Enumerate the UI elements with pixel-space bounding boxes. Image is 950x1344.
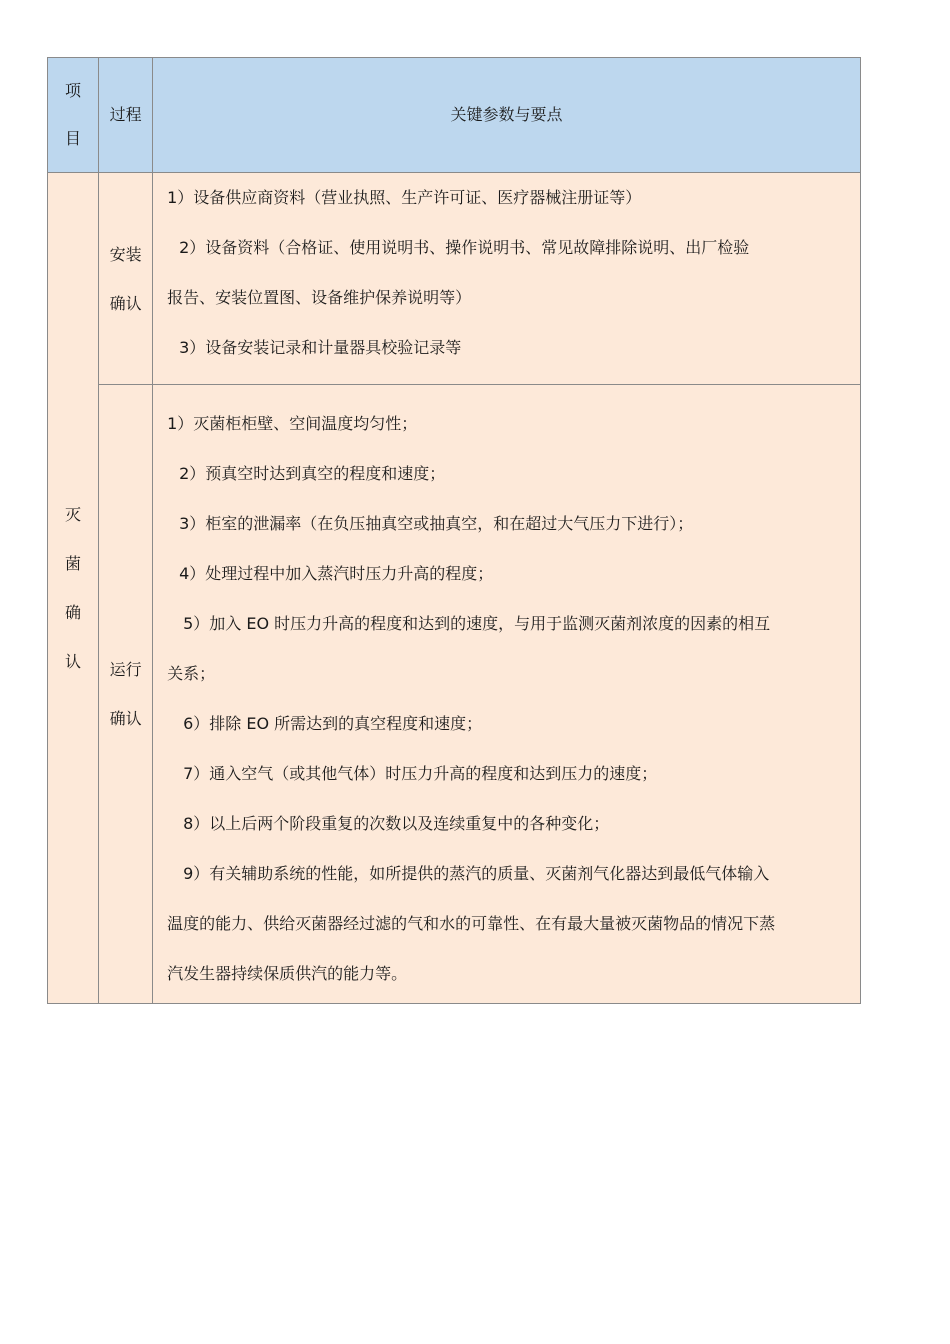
operation-line-1: 1）灭菌柜柜壁、空间温度均匀性； [167, 414, 418, 433]
operation-line-3: 3）柜室的泄漏率（在负压抽真空或抽真空，和在超过大气压力下进行）； [179, 514, 694, 533]
header-params-label: 关键参数与要点 [450, 105, 563, 124]
process-cell-install [99, 173, 153, 385]
process-cell-operation [99, 385, 153, 1004]
process-operation-line-2: 确认 [109, 709, 142, 728]
header-item-cell [48, 58, 99, 173]
operation-line-4: 4）处理过程中加入蒸汽时压力升高的程度； [179, 564, 494, 583]
install-line-1: 1）设备供应商资料（营业执照、生产许可证、医疗器械注册证等） [167, 188, 642, 207]
params-cell-install [153, 173, 861, 385]
item-char-4: 认 [65, 652, 82, 671]
process-install-line-1: 安装 [109, 244, 142, 264]
operation-line-2: 2）预真空时达到真空的程度和速度； [179, 464, 446, 483]
item-char-1: 灭 [65, 505, 82, 524]
install-row [48, 173, 861, 385]
header-process-cell [99, 58, 153, 173]
header-item-char-1: 项 [65, 81, 82, 100]
item-char-3: 确 [65, 603, 82, 622]
install-line-4: 3）设备安装记录和计量器具校验记录等 [179, 338, 462, 357]
operation-line-8: 7）通入空气（或其他气体）时压力升高的程度和达到压力的速度； [183, 764, 658, 783]
operation-line-7: 6）排除 EO 所需达到的真空程度和速度； [183, 714, 483, 733]
operation-line-9: 8）以上后两个阶段重复的次数以及连续重复中的各种变化； [183, 814, 610, 833]
install-line-2: 2）设备资料（合格证、使用说明书、操作说明书、常见故障排除说明、出厂检验 [179, 238, 750, 257]
header-process-label: 过程 [109, 105, 142, 124]
operation-line-10: 9）有关辅助系统的性能，如所提供的蒸汽的质量、灭菌剂气化器达到最低气体输入 [183, 864, 770, 883]
item-cell-sterilization [48, 173, 99, 1004]
header-params-cell [153, 58, 861, 173]
process-operation-line-1: 运行 [109, 660, 142, 679]
operation-line-12: 汽发生器持续保质供汽的能力等。 [167, 964, 408, 983]
operation-line-11: 温度的能力、供给灭菌器经过滤的气和水的可靠性、在有最大量被灭菌物品的情况下蒸 [167, 914, 776, 933]
process-install-line-2: 确认 [109, 293, 142, 313]
operation-line-5: 5）加入 EO 时压力升高的程度和达到的速度，与用于监测灭菌剂浓度的因素的相互 [183, 614, 771, 633]
params-cell-operation [153, 385, 861, 1004]
item-char-2: 菌 [65, 554, 82, 573]
header-item-char-2: 目 [65, 129, 82, 148]
install-line-3: 报告、安装位置图、设备维护保养说明等） [167, 288, 472, 307]
operation-line-6: 关系； [167, 664, 216, 683]
operation-row [48, 385, 861, 1004]
params-table [47, 57, 861, 1004]
table-header-row [48, 58, 861, 173]
